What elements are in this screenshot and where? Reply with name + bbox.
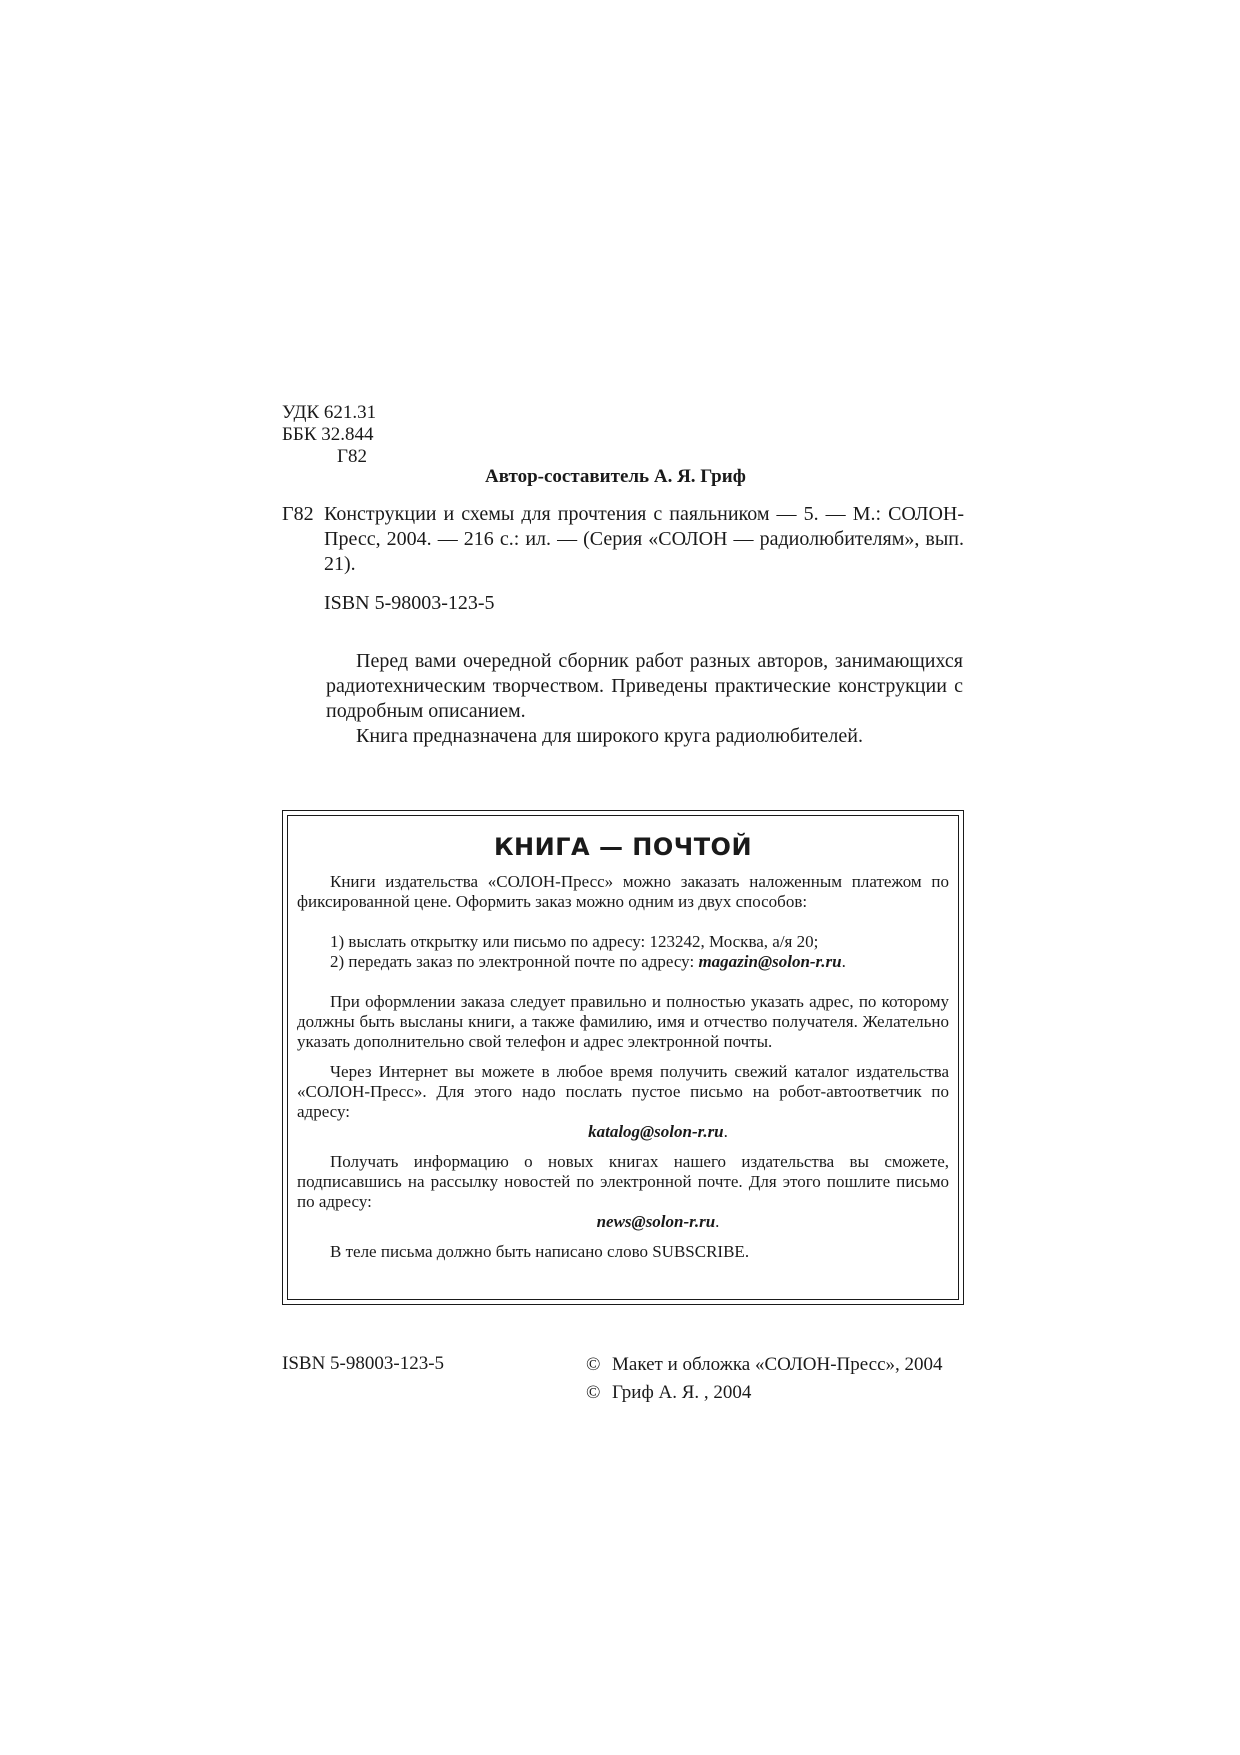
- subscribe-text: В теле письма должно быть написано слово SUBSCRIBE.: [330, 1242, 750, 1261]
- abstract: [326, 649, 963, 749]
- udk-code: УДК 621.31: [282, 402, 377, 423]
- order-option-email: [297, 952, 949, 972]
- news-email-line: [297, 1212, 949, 1232]
- copyright-author: Гриф А. Я. , 2004: [612, 1382, 752, 1403]
- bibliographic-entry: [282, 502, 964, 616]
- mail-order-box-inner: [287, 815, 959, 1300]
- footer-isbn: ISBN 5-98003-123-5: [282, 1353, 445, 1374]
- mail-order-box: [282, 810, 964, 1305]
- news-text: Получать информацию о новых книгах нашего издательства вы сможете, подписавшись на рассылку новостей по электронной почте. Для этого пошлите письмо по адресу:: [297, 1152, 949, 1211]
- entry-code: Г82: [282, 503, 314, 525]
- order-option-email-text: 2) передать заказ по электронной почте по адресу:: [330, 952, 699, 971]
- copyright-block: [586, 1351, 943, 1407]
- magazin-email-link[interactable]: magazin@solon-r.ru: [698, 952, 842, 971]
- period: .: [723, 1122, 728, 1141]
- abstract-paragraph: Перед вами очередной сборник работ разных авторов, занимающихся радиотехническим творчеством. Приведены практические конструкции с подробным описанием.: [326, 650, 963, 722]
- catalog-email-link[interactable]: katalog@solon-r.ru: [588, 1122, 724, 1141]
- copyright-icon: ©: [586, 1382, 601, 1403]
- author-mark: Г82: [337, 446, 367, 467]
- catalog-text: Через Интернет вы можете в любое время получить свежий каталог издательства «СОЛОН-Пресс». Для этого надо послать пустое письмо на робот-автоответчик по адресу:: [297, 1062, 949, 1121]
- author-line: Автор-составитель А. Я. Гриф: [485, 466, 746, 487]
- bbk-code: ББК 32.844: [282, 424, 374, 445]
- abstract-paragraph: Книга предназначена для широкого круга радиолюбителей.: [356, 725, 863, 747]
- copyright-line: [586, 1379, 943, 1407]
- classification-block: [282, 402, 376, 468]
- order-option-post: 1) выслать открытку или письмо по адресу: 123242, Москва, а/я 20;: [330, 932, 819, 951]
- copyright-layout: Макет и обложка «СОЛОН-Пресс», 2004: [612, 1354, 943, 1375]
- copyright-icon: ©: [586, 1354, 601, 1375]
- copyright-line: [586, 1351, 943, 1379]
- entry-isbn: ISBN 5-98003-123-5: [324, 592, 495, 614]
- period: .: [715, 1212, 720, 1231]
- catalog-email-line: [297, 1122, 949, 1142]
- period: .: [841, 952, 846, 971]
- order-note: При оформлении заказа следует правильно и полностью указать адрес, по которому должны быть высланы книги, а также фамилию, имя и отчество получателя. Желательно указать дополнительно свой телефон и адрес электронной почты.: [297, 992, 949, 1051]
- mail-order-title: КНИГА — ПОЧТОЙ: [493, 833, 753, 861]
- news-email-link[interactable]: news@solon-r.ru: [596, 1212, 716, 1231]
- mail-order-intro: Книги издательства «СОЛОН-Пресс» можно заказать наложенным платежом по фиксированной цене. Оформить заказ можно одним из двух способов:: [297, 872, 949, 911]
- entry-description: Конструкции и схемы для прочтения с паяльником — 5. — М.: СОЛОН-Пресс, 2004. — 216 с.: ил. — (Серия «СОЛОН — радиолюбителям», вып. 21).: [324, 503, 964, 575]
